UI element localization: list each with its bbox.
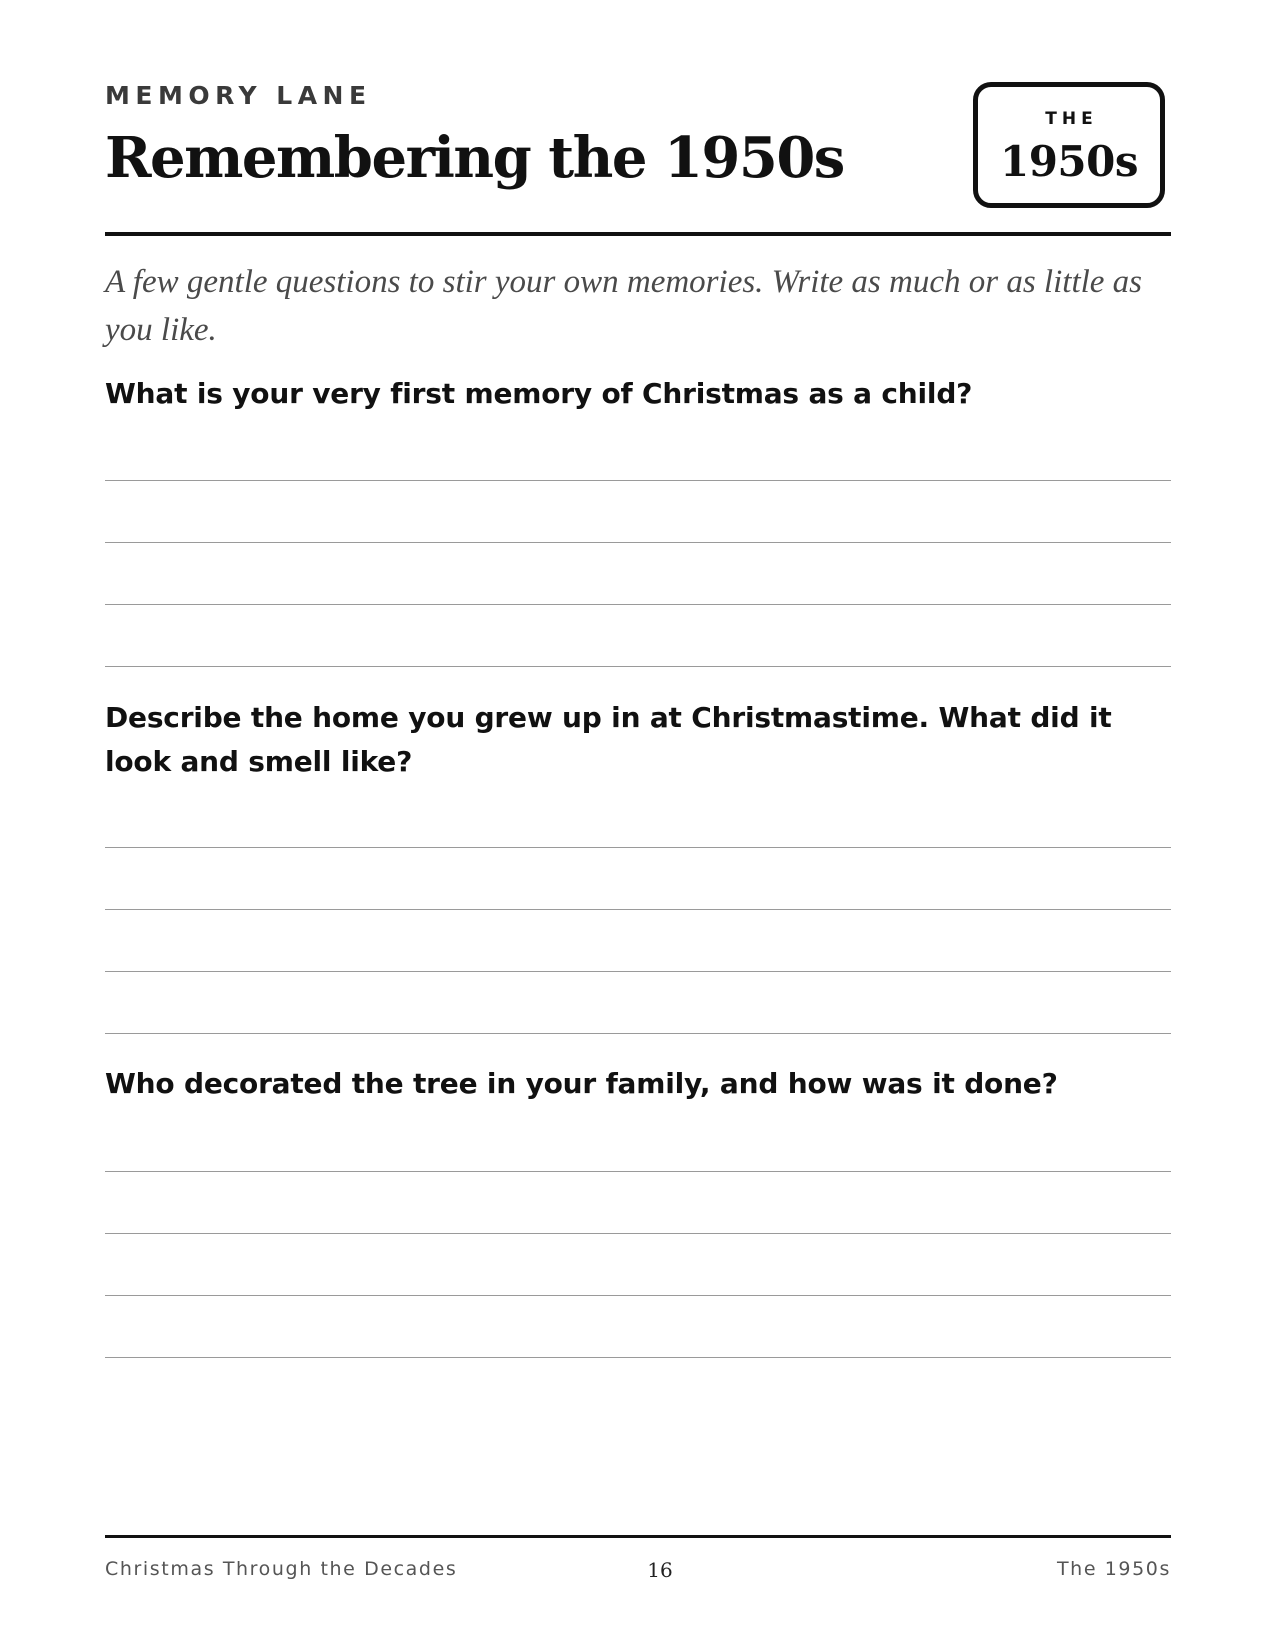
answer-line[interactable] — [105, 1295, 1171, 1296]
answer-line[interactable] — [105, 542, 1171, 543]
footer-book-title: Christmas Through the Decades — [105, 1558, 458, 1580]
header-divider — [105, 232, 1171, 236]
answer-line[interactable] — [105, 909, 1171, 910]
footer-divider — [105, 1535, 1171, 1538]
section-eyebrow: MEMORY LANE — [105, 81, 372, 110]
decade-badge — [973, 82, 1165, 208]
answer-line[interactable] — [105, 1033, 1171, 1034]
badge-decade: 1950s — [999, 137, 1139, 186]
footer-section-title: The 1950s — [1056, 1558, 1171, 1580]
question-3: Who decorated the tree in your family, and how was it done? — [105, 1067, 1058, 1100]
page-number: 16 — [647, 1558, 673, 1582]
question-1: What is your very first memory of Christmas as a child? — [105, 377, 973, 410]
badge-label: THE — [1045, 109, 1098, 129]
answer-line[interactable] — [105, 480, 1171, 481]
answer-line[interactable] — [105, 666, 1171, 667]
question-2: Describe the home you grew up in at Christmastime. What did it look and smell like? — [105, 701, 1112, 778]
answer-line[interactable] — [105, 1357, 1171, 1358]
answer-line[interactable] — [105, 604, 1171, 605]
page-title: Remembering the 1950s — [105, 125, 844, 191]
worksheet-page — [105, 0, 1171, 1650]
answer-line[interactable] — [105, 1171, 1171, 1172]
answer-line[interactable] — [105, 847, 1171, 848]
answer-line[interactable] — [105, 971, 1171, 972]
answer-line[interactable] — [105, 1233, 1171, 1234]
intro-text: A few gentle questions to stir your own memories. Write as much or as little as you like. — [105, 264, 1143, 348]
